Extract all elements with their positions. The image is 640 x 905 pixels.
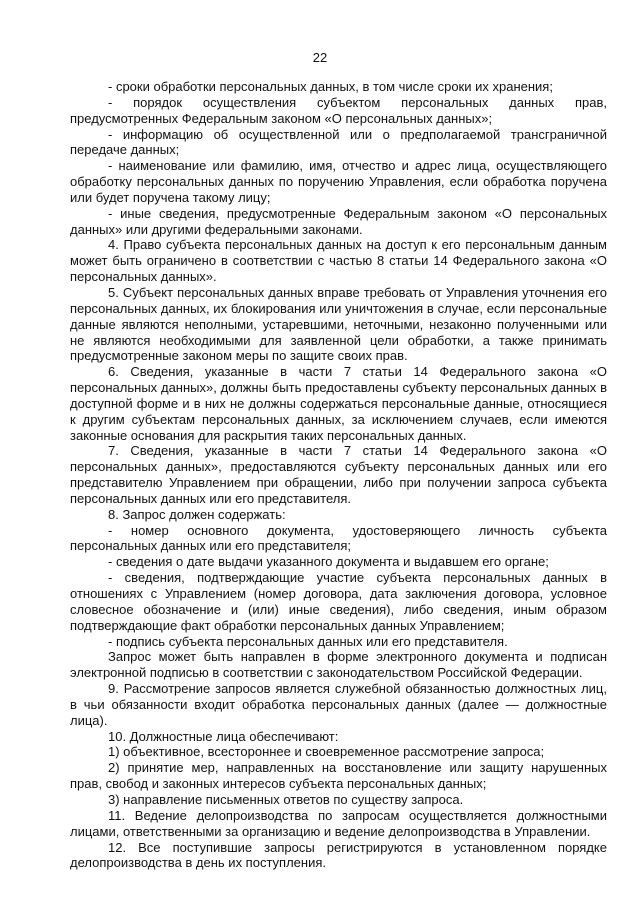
paragraph-processor-details: - наименование или фамилию, имя, отчество и адрес лица, осуществляющего обработку персональных данных по поручению Управления, если обработка поручена или будет поручена такому лицу; — [70, 158, 607, 205]
paragraph-signature: - подпись субъекта персональных данных или его представителя. — [108, 633, 508, 649]
paragraph-cross-border-transfer: - информацию об осуществленной или о предполагаемой трансграничной передаче данных; — [70, 126, 607, 158]
paragraph-item-5: 5. Субъект персональных данных вправе требовать от Управления уточнения его персональных данных, их блокирования или уничтожения в случае, если персональные данные являются неполными, устаревшими, неточными, незаконно полученными или не являются необходимыми для заявленной цели обработки, а также принимать предусмотренные законом меры по защите своих прав. — [70, 284, 607, 364]
paragraph-item-10: 10. Должностные лица обеспечивают: — [108, 728, 339, 744]
paragraph-participation-proof: - сведения, подтверждающие участие субъекта персональных данных в отношениях с Управлением (номер договора, дата заключения договора, условное словесное обозначение и (или) иные сведения), либо сведения, иным образом подтверждающие факт обработки персональных данных Управлением; — [70, 570, 607, 633]
paragraph-duty-1: 1) объективное, всестороннее и своевременное рассмотрение запроса; — [108, 744, 545, 760]
paragraph-item-7: 7. Сведения, указанные в части 7 статьи 14 Федерального закона «О персональных данных», предоставляются субъекту персональных данных или его представителю Управлением при обращении, либо при получении запроса субъекта персональных данных или его представителя. — [70, 443, 607, 506]
paragraph-item-6: 6. Сведения, указанные в части 7 статьи 14 Федерального закона «О персональных данных», должны быть предоставлены субъекту персональных данных в доступной форме и в них не должны содержаться персональные данные, относящиеся к другим субъектам персональных данных, за исключением случаев, если имеются законные основания для раскрытия таких персональных данных. — [70, 364, 607, 443]
page-body — [70, 79, 607, 871]
paragraph-duty-3: 3) направление письменных ответов по существу запроса. — [108, 791, 464, 807]
paragraph-electronic-request: Запрос может быть направлен в форме электронного документа и подписан электронной подписью в соответствии с законодательством Российской Федерации. — [70, 649, 607, 681]
paragraph-duty-2: 2) принятие мер, направленных на восстановление или защиту нарушенных прав, свобод и законных интересов субъекта персональных данных; — [70, 760, 607, 792]
paragraph-storage-periods: - сроки обработки персональных данных, в том числе сроки их хранения; — [108, 79, 553, 94]
paragraph-item-8: 8. Запрос должен содержать: — [108, 506, 286, 522]
page-number: 22 — [312, 50, 328, 65]
paragraph-issue-date: - сведения о дате выдачи указанного документа и выдавшем его органе; — [108, 554, 549, 570]
paragraph-other-information: - иные сведения, предусмотренные Федеральным законом «О персональных данных» или другими федеральными законами. — [70, 205, 607, 237]
paragraph-item-12: 12. Все поступившие запросы регистрируются в установленном порядке делопроизводства в день их поступления. — [70, 839, 607, 871]
paragraph-item-11: 11. Ведение делопроизводства по запросам осуществляется должностными лицами, ответственными за организацию и ведение делопроизводства в Управлении. — [70, 807, 607, 839]
paragraph-document-number: - номер основного документа, удостоверяющего личность субъекта персональных данных или его представителя; — [70, 522, 607, 554]
paragraph-rights-procedure: - порядок осуществления субъектом персональных данных прав, предусмотренных Федеральным законом «О персональных данных»; — [70, 94, 607, 126]
paragraph-item-9: 9. Рассмотрение запросов является служебной обязанностью должностных лиц, в чьи обязанности входит обработка персональных данных (далее — должностные лица). — [70, 681, 607, 728]
paragraph-item-4: 4. Право субъекта персональных данных на доступ к его персональным данным может быть ограничено в соответствии с частью 8 статьи 14 Федерального закона «О персональных данных». — [70, 237, 607, 285]
